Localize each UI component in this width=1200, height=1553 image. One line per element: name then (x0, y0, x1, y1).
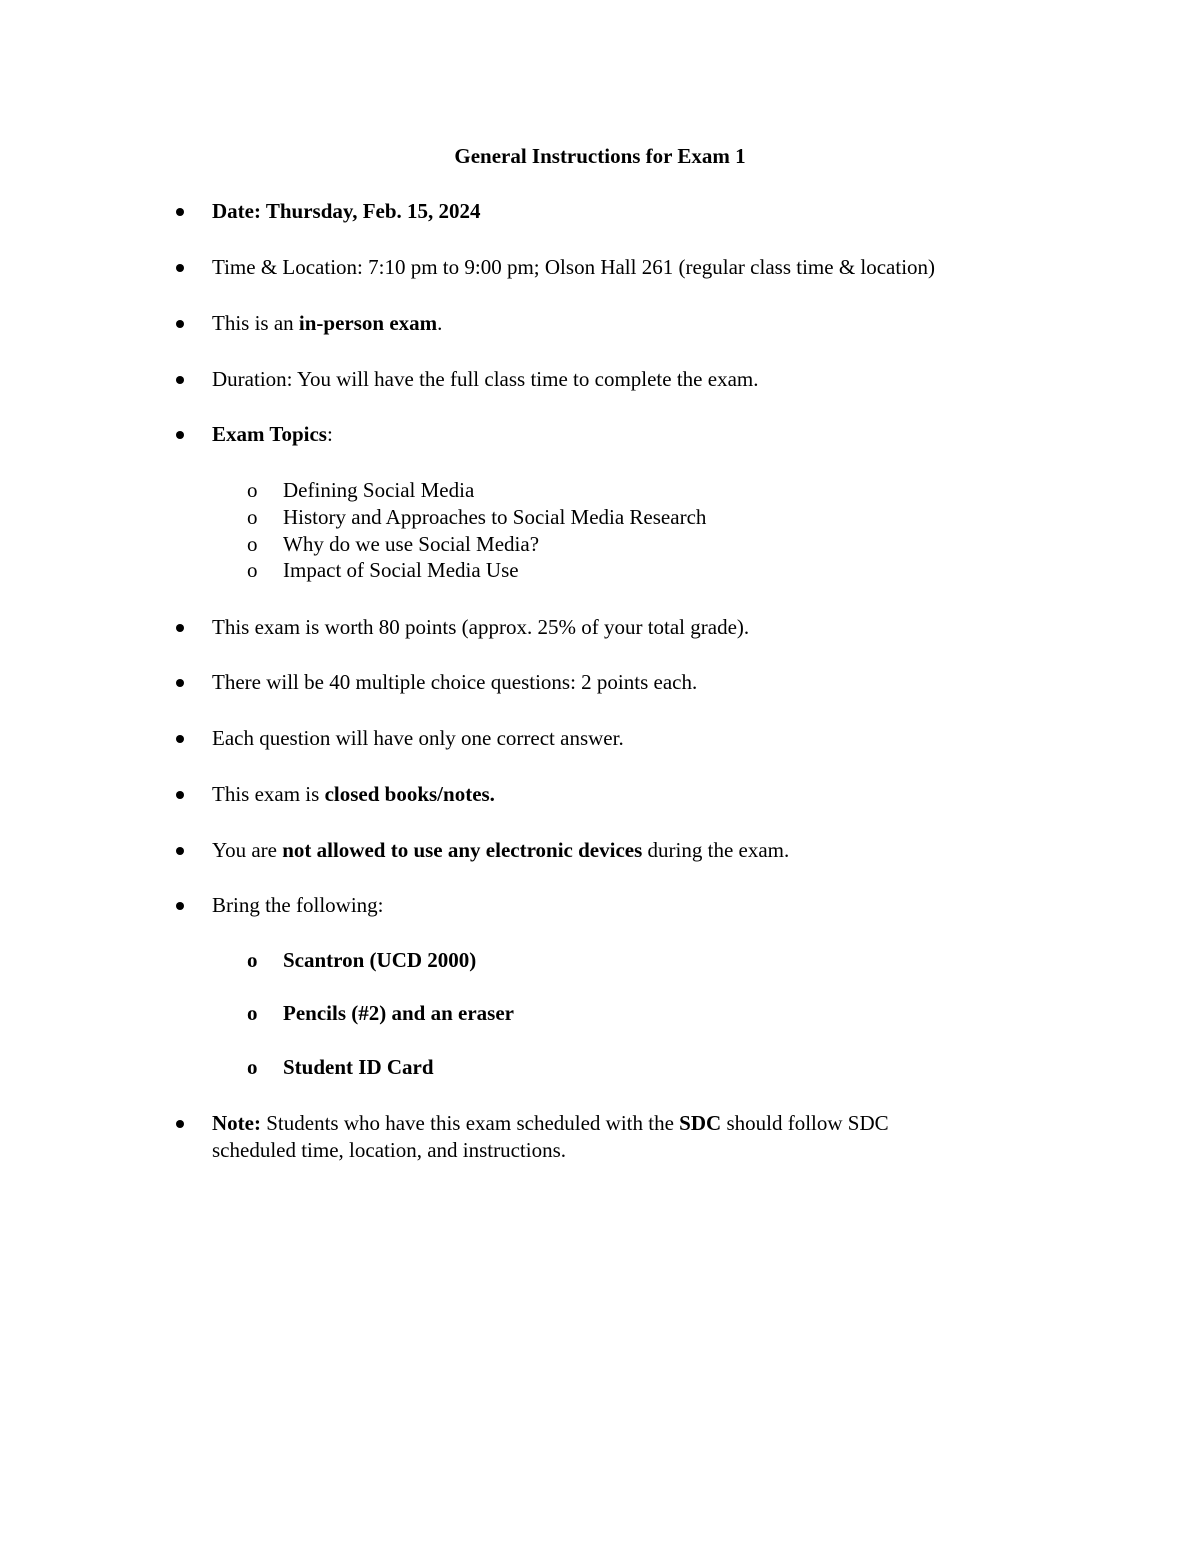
in-person-suffix: . (437, 311, 443, 335)
questions-item: There will be 40 multiple choice questions: 2 points each. (212, 669, 1112, 696)
exam-topics-colon: : (326, 422, 333, 446)
page-title: General Instructions for Exam 1 (454, 144, 746, 168)
bring-item: Bring the following: (212, 892, 1112, 919)
bring-sub-item: o Scantron (UCD 2000) (283, 947, 1083, 974)
closed-books-item (212, 781, 1112, 808)
topic-item: o Defining Social Media (283, 477, 1083, 504)
note-line-2: scheduled time, location, and instructions. (212, 1138, 567, 1162)
in-person-prefix: This is an (212, 311, 299, 335)
date-item: Date: Thursday, Feb. 15, 2024 (212, 198, 1112, 225)
in-person-bold: in-person exam (298, 311, 438, 335)
duration-item: Duration: You will have the full class time to complete the exam. (212, 366, 1112, 393)
worth-item: This exam is worth 80 points (approx. 25% of your total grade). (212, 614, 1112, 641)
topic-item: o Impact of Social Media Use (283, 557, 1083, 584)
devices-item (212, 837, 1112, 864)
exam-topics-item (212, 421, 1112, 448)
devices-bold: not allowed to use any electronic devices (282, 838, 643, 862)
note-line-1 (212, 1110, 1112, 1137)
note-item (212, 1110, 1112, 1164)
topic-item: o History and Approaches to Social Media Research (283, 504, 1083, 531)
exam-topics-label: Exam Topics (212, 422, 327, 446)
topic-item: o Why do we use Social Media? (283, 531, 1083, 558)
note-sdc: SDC (679, 1111, 722, 1135)
bring-sub-item: o Student ID Card (283, 1054, 1083, 1081)
in-person-item (212, 310, 1112, 337)
note-part1: Students who have this exam scheduled with the (260, 1111, 680, 1135)
note-label: Note: (212, 1111, 261, 1135)
note-part2: should follow SDC (721, 1111, 889, 1135)
one-answer-item: Each question will have only one correct answer. (212, 725, 1112, 752)
bring-sub-item: o Pencils (#2) and an eraser (283, 1000, 1083, 1027)
devices-suffix: during the exam. (642, 838, 790, 862)
closed-prefix: This exam is (212, 782, 325, 806)
closed-bold: closed books/notes. (324, 782, 495, 806)
time-location-item: Time & Location: 7:10 pm to 9:00 pm; Olson Hall 261 (regular class time & location) (212, 254, 1112, 281)
devices-prefix: You are (212, 838, 283, 862)
